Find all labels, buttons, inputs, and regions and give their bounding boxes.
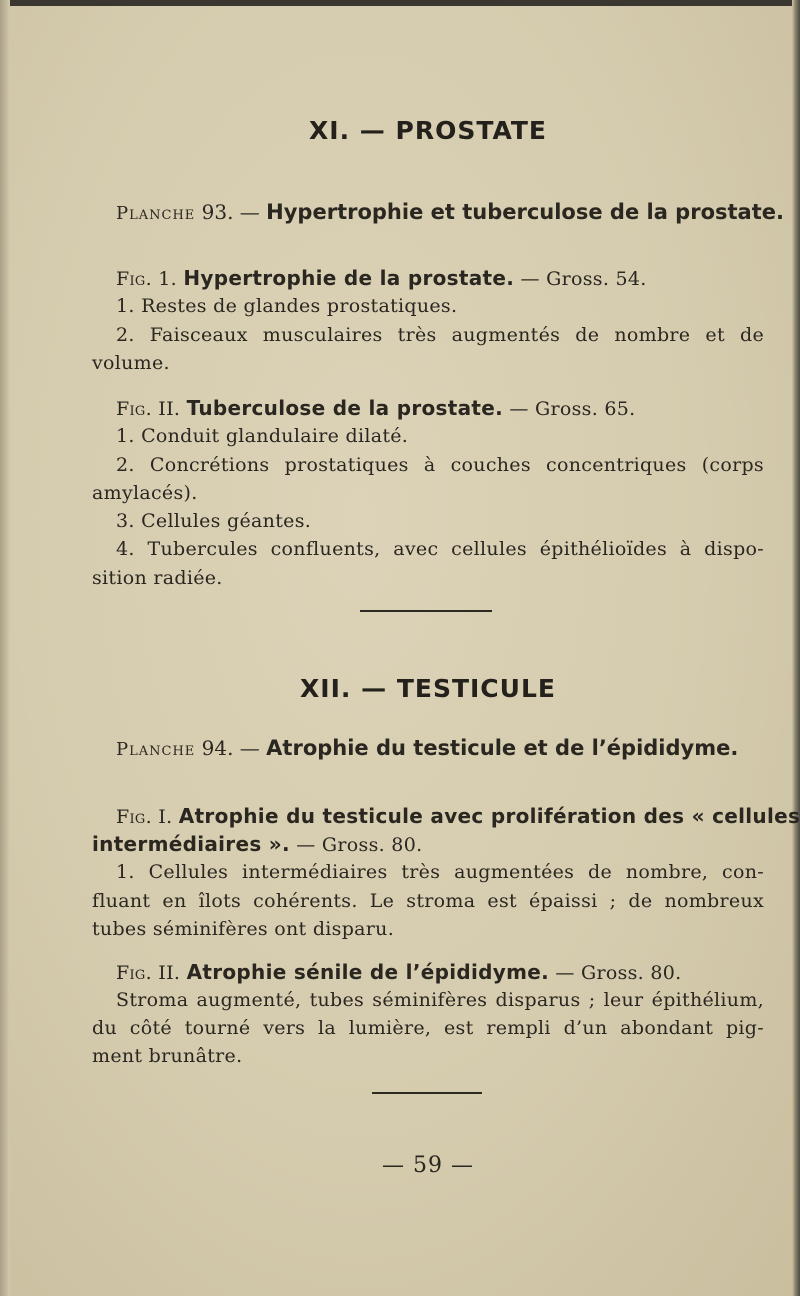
fig-1-label: Fig.	[116, 268, 152, 290]
fig-ii-label: Fig.	[116, 962, 152, 984]
planche-94-label: Planche	[116, 739, 196, 760]
page-binding-edge	[792, 0, 800, 1296]
page-number: — 59 —	[382, 1153, 474, 1178]
fig-2-item-3: 3. Cellules géantes.	[116, 510, 312, 532]
page-top-edge	[0, 0, 800, 6]
fig-i-item-1: 1. Cellules intermédiaires très augmentées de nombre, con-	[116, 861, 764, 883]
planche-93	[116, 200, 784, 224]
fig-2-item-4-cont: sition radiée.	[92, 567, 223, 589]
planche-93-label: Planche	[116, 203, 196, 224]
fig-i-title-line-2: intermédiaires ».	[92, 832, 290, 856]
fig-ii-heading	[92, 958, 764, 987]
fig-2-gross: — Gross. 65.	[509, 398, 636, 420]
page-left-edge	[0, 0, 10, 1296]
fig-ii-text-3: ment brunâtre.	[92, 1045, 243, 1067]
fig-1-item-1: 1. Restes de glandes prostatiques.	[116, 295, 458, 317]
fig-i-label: Fig.	[116, 806, 152, 828]
planche-93-title: Hypertrophie et tuberculose de la prostate.	[266, 200, 784, 224]
fig-2-heading	[92, 394, 764, 423]
fig-i-heading	[92, 802, 800, 831]
planche-94-title: Atrophie du testicule et de l’épididyme.	[266, 736, 739, 760]
planche-94	[116, 736, 738, 760]
fig-2-item-1: 1. Conduit glandulaire dilaté.	[116, 425, 409, 447]
section-xii-title: XII. — TESTICULE	[300, 674, 556, 703]
fig-i-item-1-cont: fluant en îlots cohérents. Le stroma est épaissi ; de nombreux	[92, 890, 764, 912]
fig-2-number: II.	[158, 398, 181, 420]
section-end-rule	[372, 1092, 482, 1094]
fig-2-item-2-cont: amylacés).	[92, 482, 198, 504]
fig-2-item-2: 2. Concrétions prostatiques à couches concentriques (corps	[116, 454, 764, 476]
fig-1-title: Hypertrophie de la prostate.	[183, 266, 515, 290]
fig-ii-title: Atrophie sénile de l’épididyme.	[186, 960, 549, 984]
fig-1-gross: — Gross. 54.	[520, 268, 647, 290]
fig-i-item-1-end: tubes séminifères ont disparu.	[92, 918, 395, 940]
fig-1-item-2: 2. Faisceaux musculaires très augmentés de nombre et de	[116, 324, 764, 346]
fig-ii-text-1: Stroma augmenté, tubes séminifères disparus ; leur épithélium,	[116, 989, 764, 1011]
planche-94-number: 94. —	[201, 736, 260, 760]
fig-1-heading	[92, 264, 764, 293]
fig-1-item-2-cont: volume.	[92, 352, 170, 374]
fig-2-item-4: 4. Tubercules confluents, avec cellules épithélioïdes à dispo-	[116, 538, 764, 560]
fig-2-title: Tuberculose de la prostate.	[186, 396, 504, 420]
fig-i-gross: — Gross. 80.	[296, 834, 423, 856]
section-xi-title: XI. — PROSTATE	[309, 116, 547, 145]
section-divider-rule	[360, 610, 492, 612]
fig-ii-gross: — Gross. 80.	[555, 962, 682, 984]
planche-93-number: 93. —	[201, 200, 260, 224]
fig-i-title-line-1: Atrophie du testicule avec prolifération des « cellules	[178, 804, 800, 828]
fig-2-label: Fig.	[116, 398, 152, 420]
fig-i-number: I.	[158, 806, 173, 828]
fig-1-number: 1.	[158, 268, 178, 290]
fig-i-heading-cont	[92, 830, 764, 859]
fig-ii-number: II.	[158, 962, 181, 984]
fig-ii-text-2: du côté tourné vers la lumière, est rempli d’un abondant pig-	[92, 1017, 764, 1039]
